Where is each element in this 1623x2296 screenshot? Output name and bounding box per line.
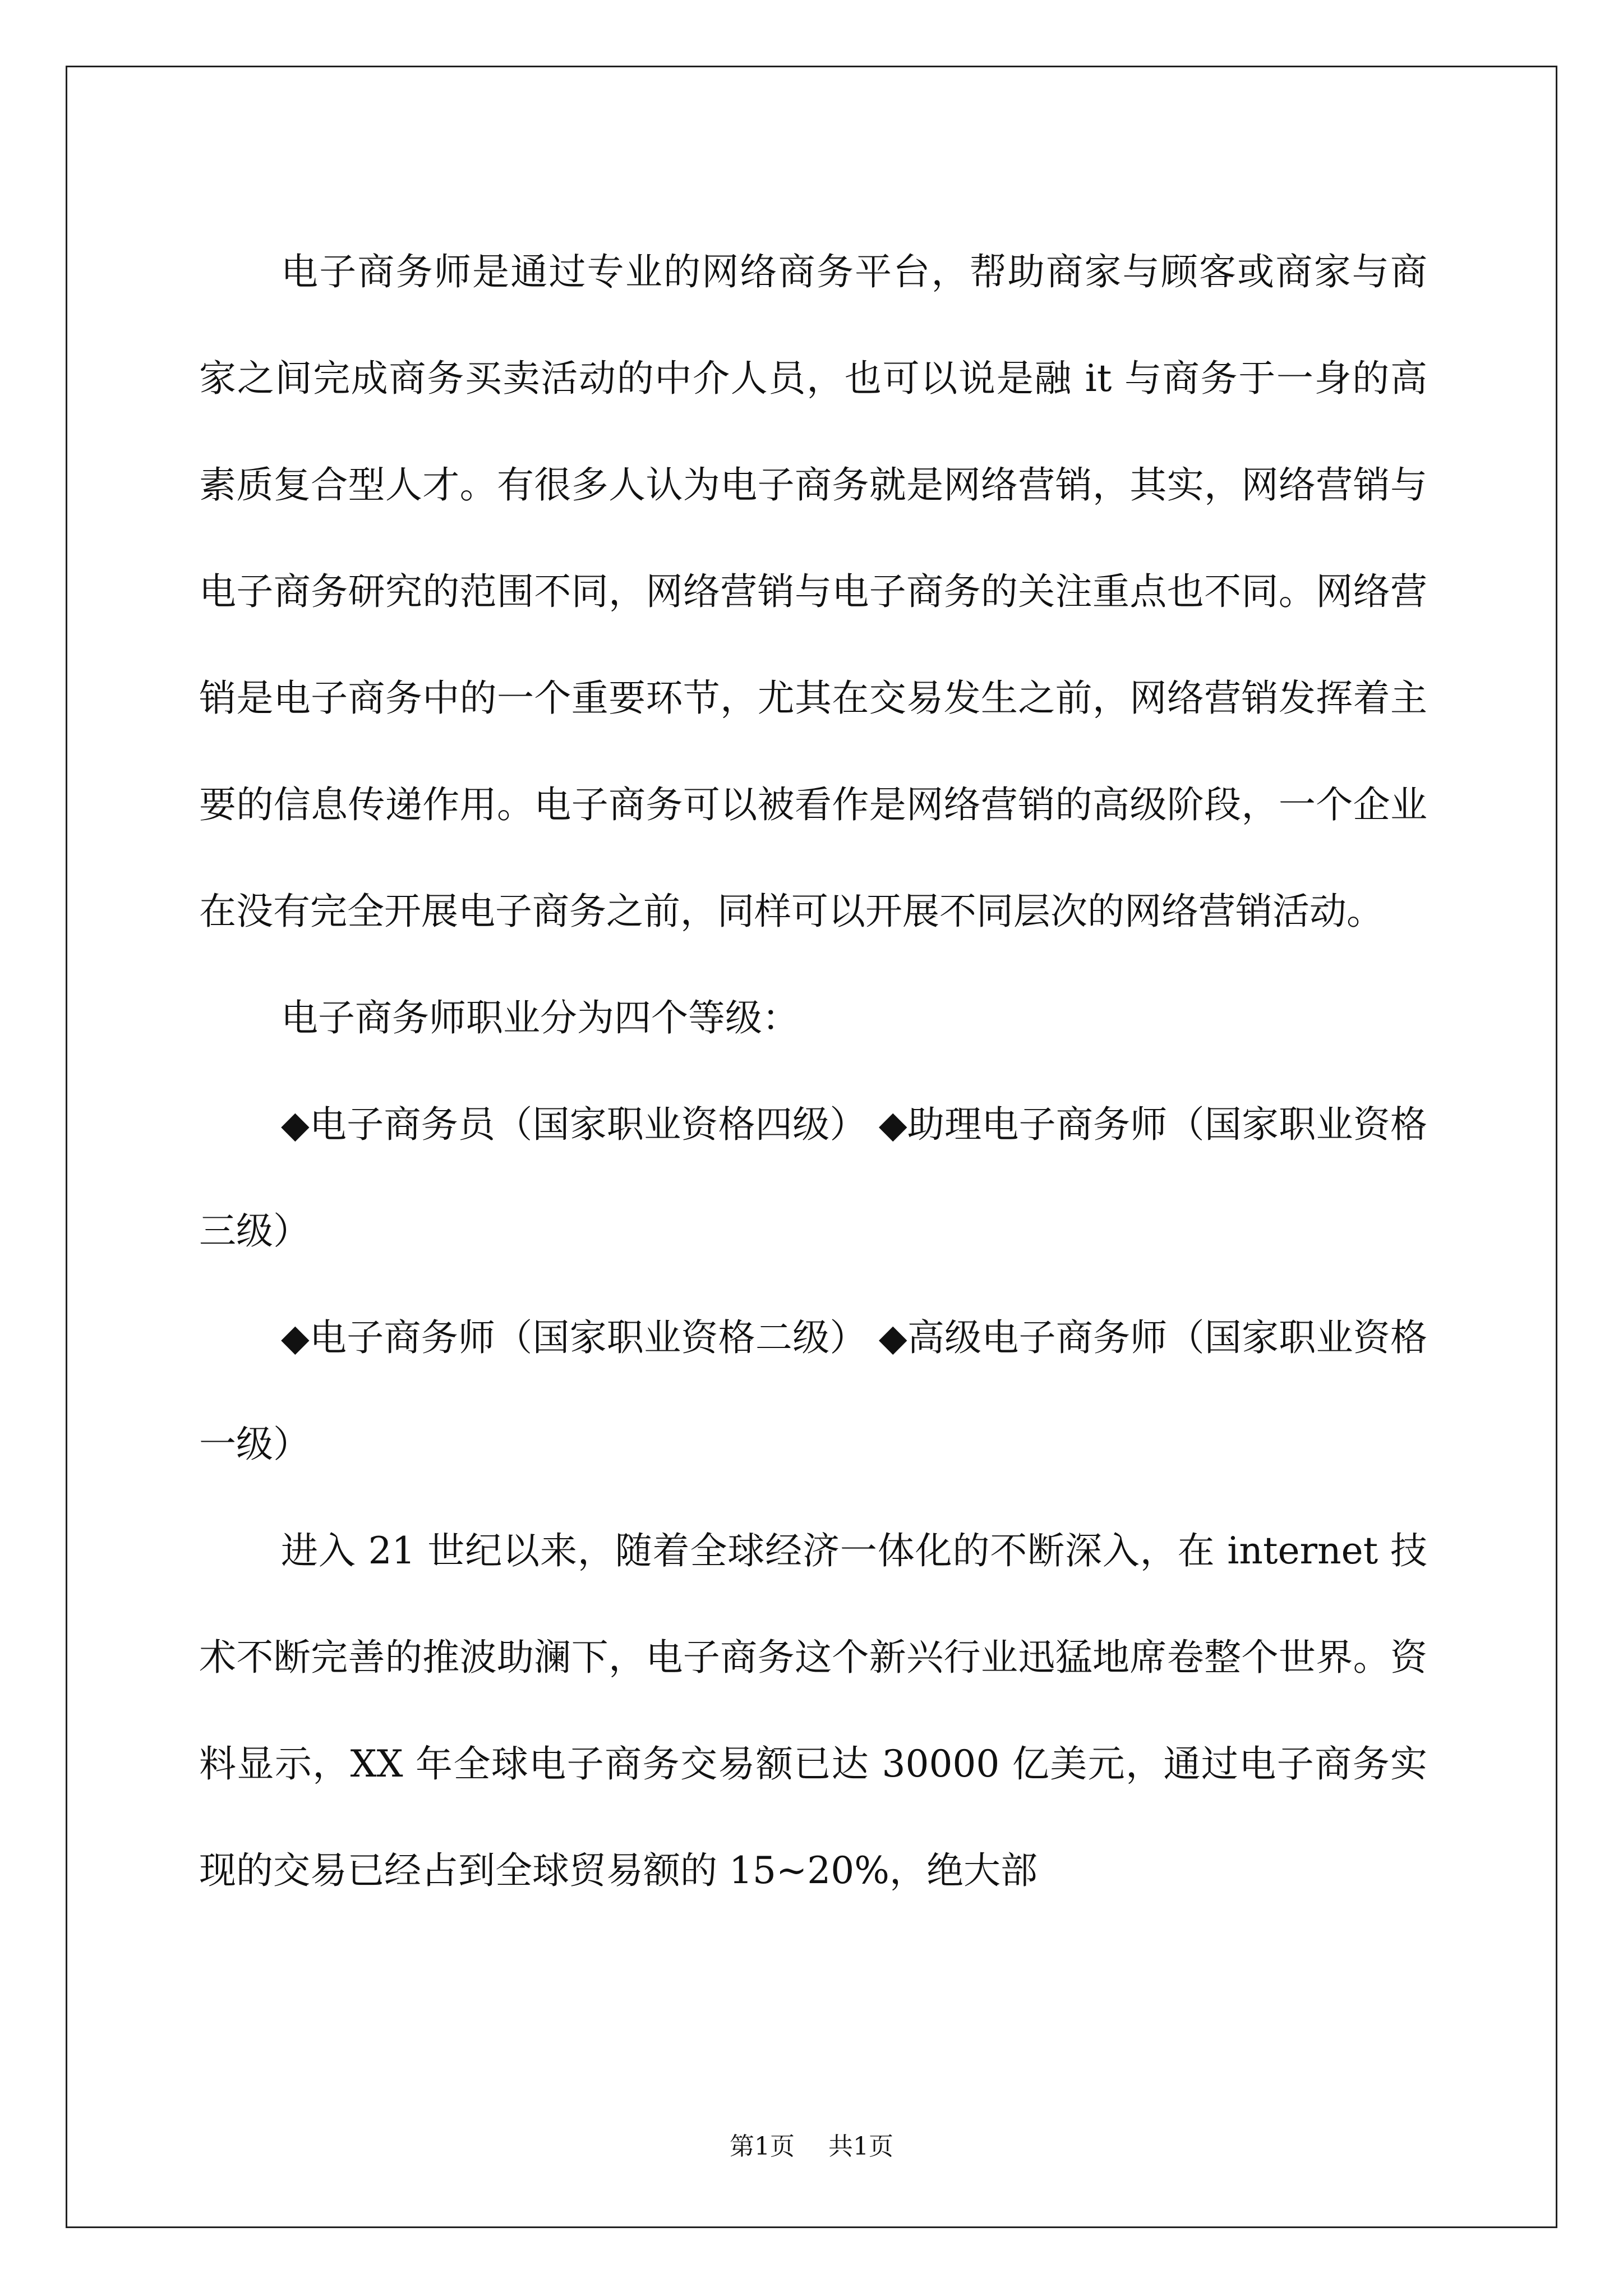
page-footer [0,2126,1623,2162]
paragraph-levels-list-2: ◆电子商务师（国家职业资格二级） ◆高级电子商务师（国家职业资格一级） [199,1316,1427,1466]
page-total: 共1页 [828,2132,893,2161]
paragraph-levels-list-1: ◆电子商务员（国家职业资格四级） ◆助理电子商务师（国家职业资格三级） [199,1103,1427,1253]
document-body [199,219,1427,1924]
paragraph-market: 进入 21 世纪以来，随着全球经济一体化的不断深入，在 internet 技术不断完善的推波助澜下，电子商务这个新兴行业迅猛地席卷整个世界。资料显示，XX 年全球电子商务交易额已达 30000 亿美元，通过电子商务实现的交易已经占到全球贸易额的 15~20%，绝大部 [199,1529,1427,1892]
paragraph-levels-heading: 电子商务师职业分为四个等级： [281,996,799,1039]
page-number: 第1页 [730,2132,795,2161]
paragraph-intro: 电子商务师是通过专业的网络商务平台，帮助商家与顾客或商家与商家之间完成商务买卖活动的中介人员，也可以说是融 it 与商务于一身的高素质复合型人才。有很多人认为电子商务就是网络营销，其实，网络营销与电子商务研究的范围不同，网络营销与电子商务的关注重点也不同。网络营销是电子商务中的一个重要环节，尤其在交易发生之前，网络营销发挥着主要的信息传递作用。电子商务可以被看作是网络营销的高级阶段，一个企业在没有完全开展电子商务之前，同样可以开展不同层次的网络营销活动。 [199,250,1427,933]
